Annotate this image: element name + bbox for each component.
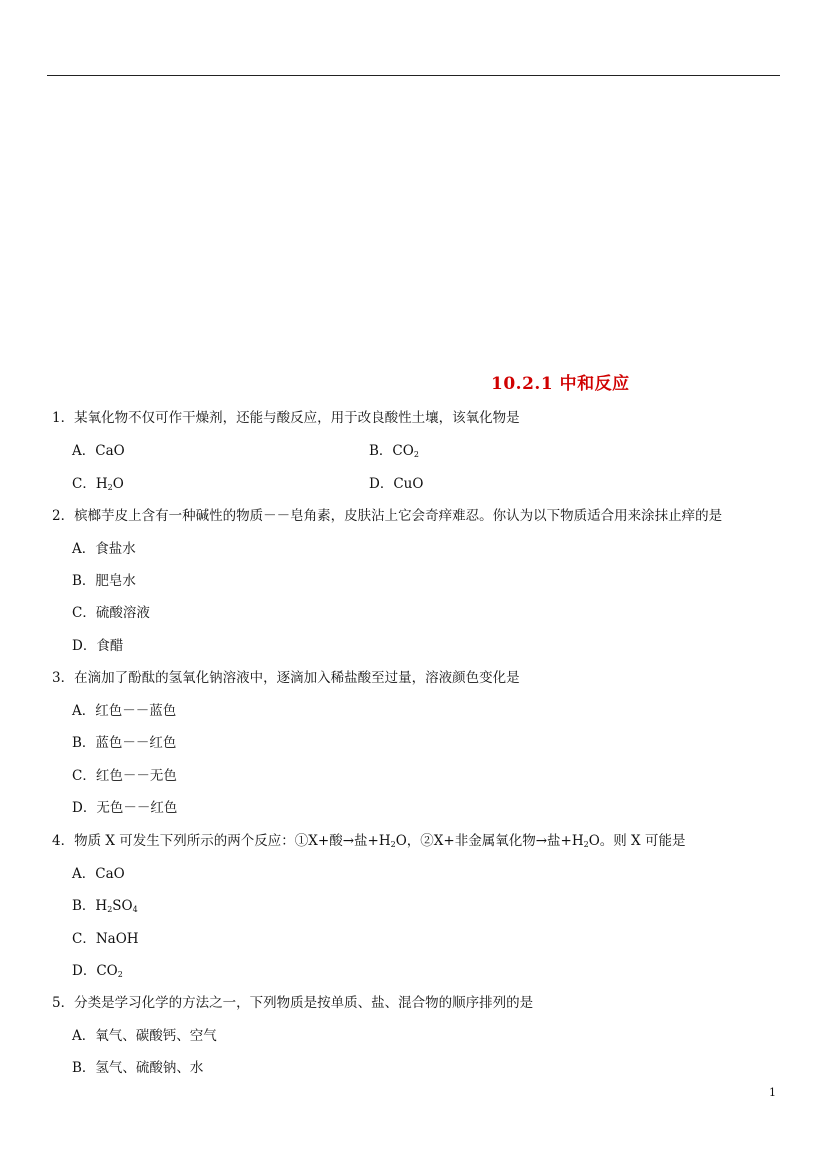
q4-option-c: C．NaOH xyxy=(72,931,139,947)
q1-option-b: B．$CO_2$ xyxy=(369,443,419,459)
q2-option-c: C．硫酸溶液 xyxy=(72,605,150,621)
question-3: 3．在滴加了酚酞的氢氧化钠溶液中，逐滴加入稀盐酸至过量，溶液颜色变化是 xyxy=(52,670,520,686)
question-5: 5．分类是学习化学的方法之一，下列物质是按单质、盐、混合物的顺序排列的是 xyxy=(52,995,534,1011)
q1-option-c: C．$H_2O$ xyxy=(72,476,124,492)
question-4: 4．物质 X 可发生下列所示的两个反应：①X+酸→盐$+H_2O$，②X+非金属氧化物→盐$+H_2O$。则 X 可能是 xyxy=(52,833,686,849)
q4-option-a: A．CaO xyxy=(72,866,125,882)
q3-option-d: D．无色－－红色 xyxy=(72,800,178,816)
header-rule xyxy=(47,75,780,76)
q2-option-a: A．食盐水 xyxy=(72,541,136,557)
q2-option-b: B．肥皂水 xyxy=(72,573,136,589)
document-title: 10.2.1 中和反应 xyxy=(491,374,630,394)
q1-option-d: D．CuO xyxy=(369,476,424,492)
q1-option-a: A．CaO xyxy=(72,443,125,459)
q3-option-b: B．蓝色－－红色 xyxy=(72,735,177,751)
q5-option-a: A．氧气、碳酸钙、空气 xyxy=(72,1028,217,1044)
question-2: 2．槟榔芋皮上含有一种碱性的物质－－皂角素，皮肤沾上它会奇痒难忍。你认为以下物质适合用来涂抹止痒的是 xyxy=(52,508,723,524)
question-1: 1．某氧化物不仅可作干燥剂，还能与酸反应，用于改良酸性土壤，该氧化物是 xyxy=(52,410,520,426)
q2-option-d: D．食醋 xyxy=(72,638,124,654)
q4-option-b: B．$H_2SO_4$ xyxy=(72,898,138,914)
page-number: 1 xyxy=(769,1086,776,1099)
q5-option-b: B．氢气、硫酸钠、水 xyxy=(72,1060,204,1076)
q3-option-c: C．红色－－无色 xyxy=(72,768,177,784)
q3-option-a: A．红色－－蓝色 xyxy=(72,703,177,719)
q4-option-d: D．$CO_2$ xyxy=(72,963,123,979)
